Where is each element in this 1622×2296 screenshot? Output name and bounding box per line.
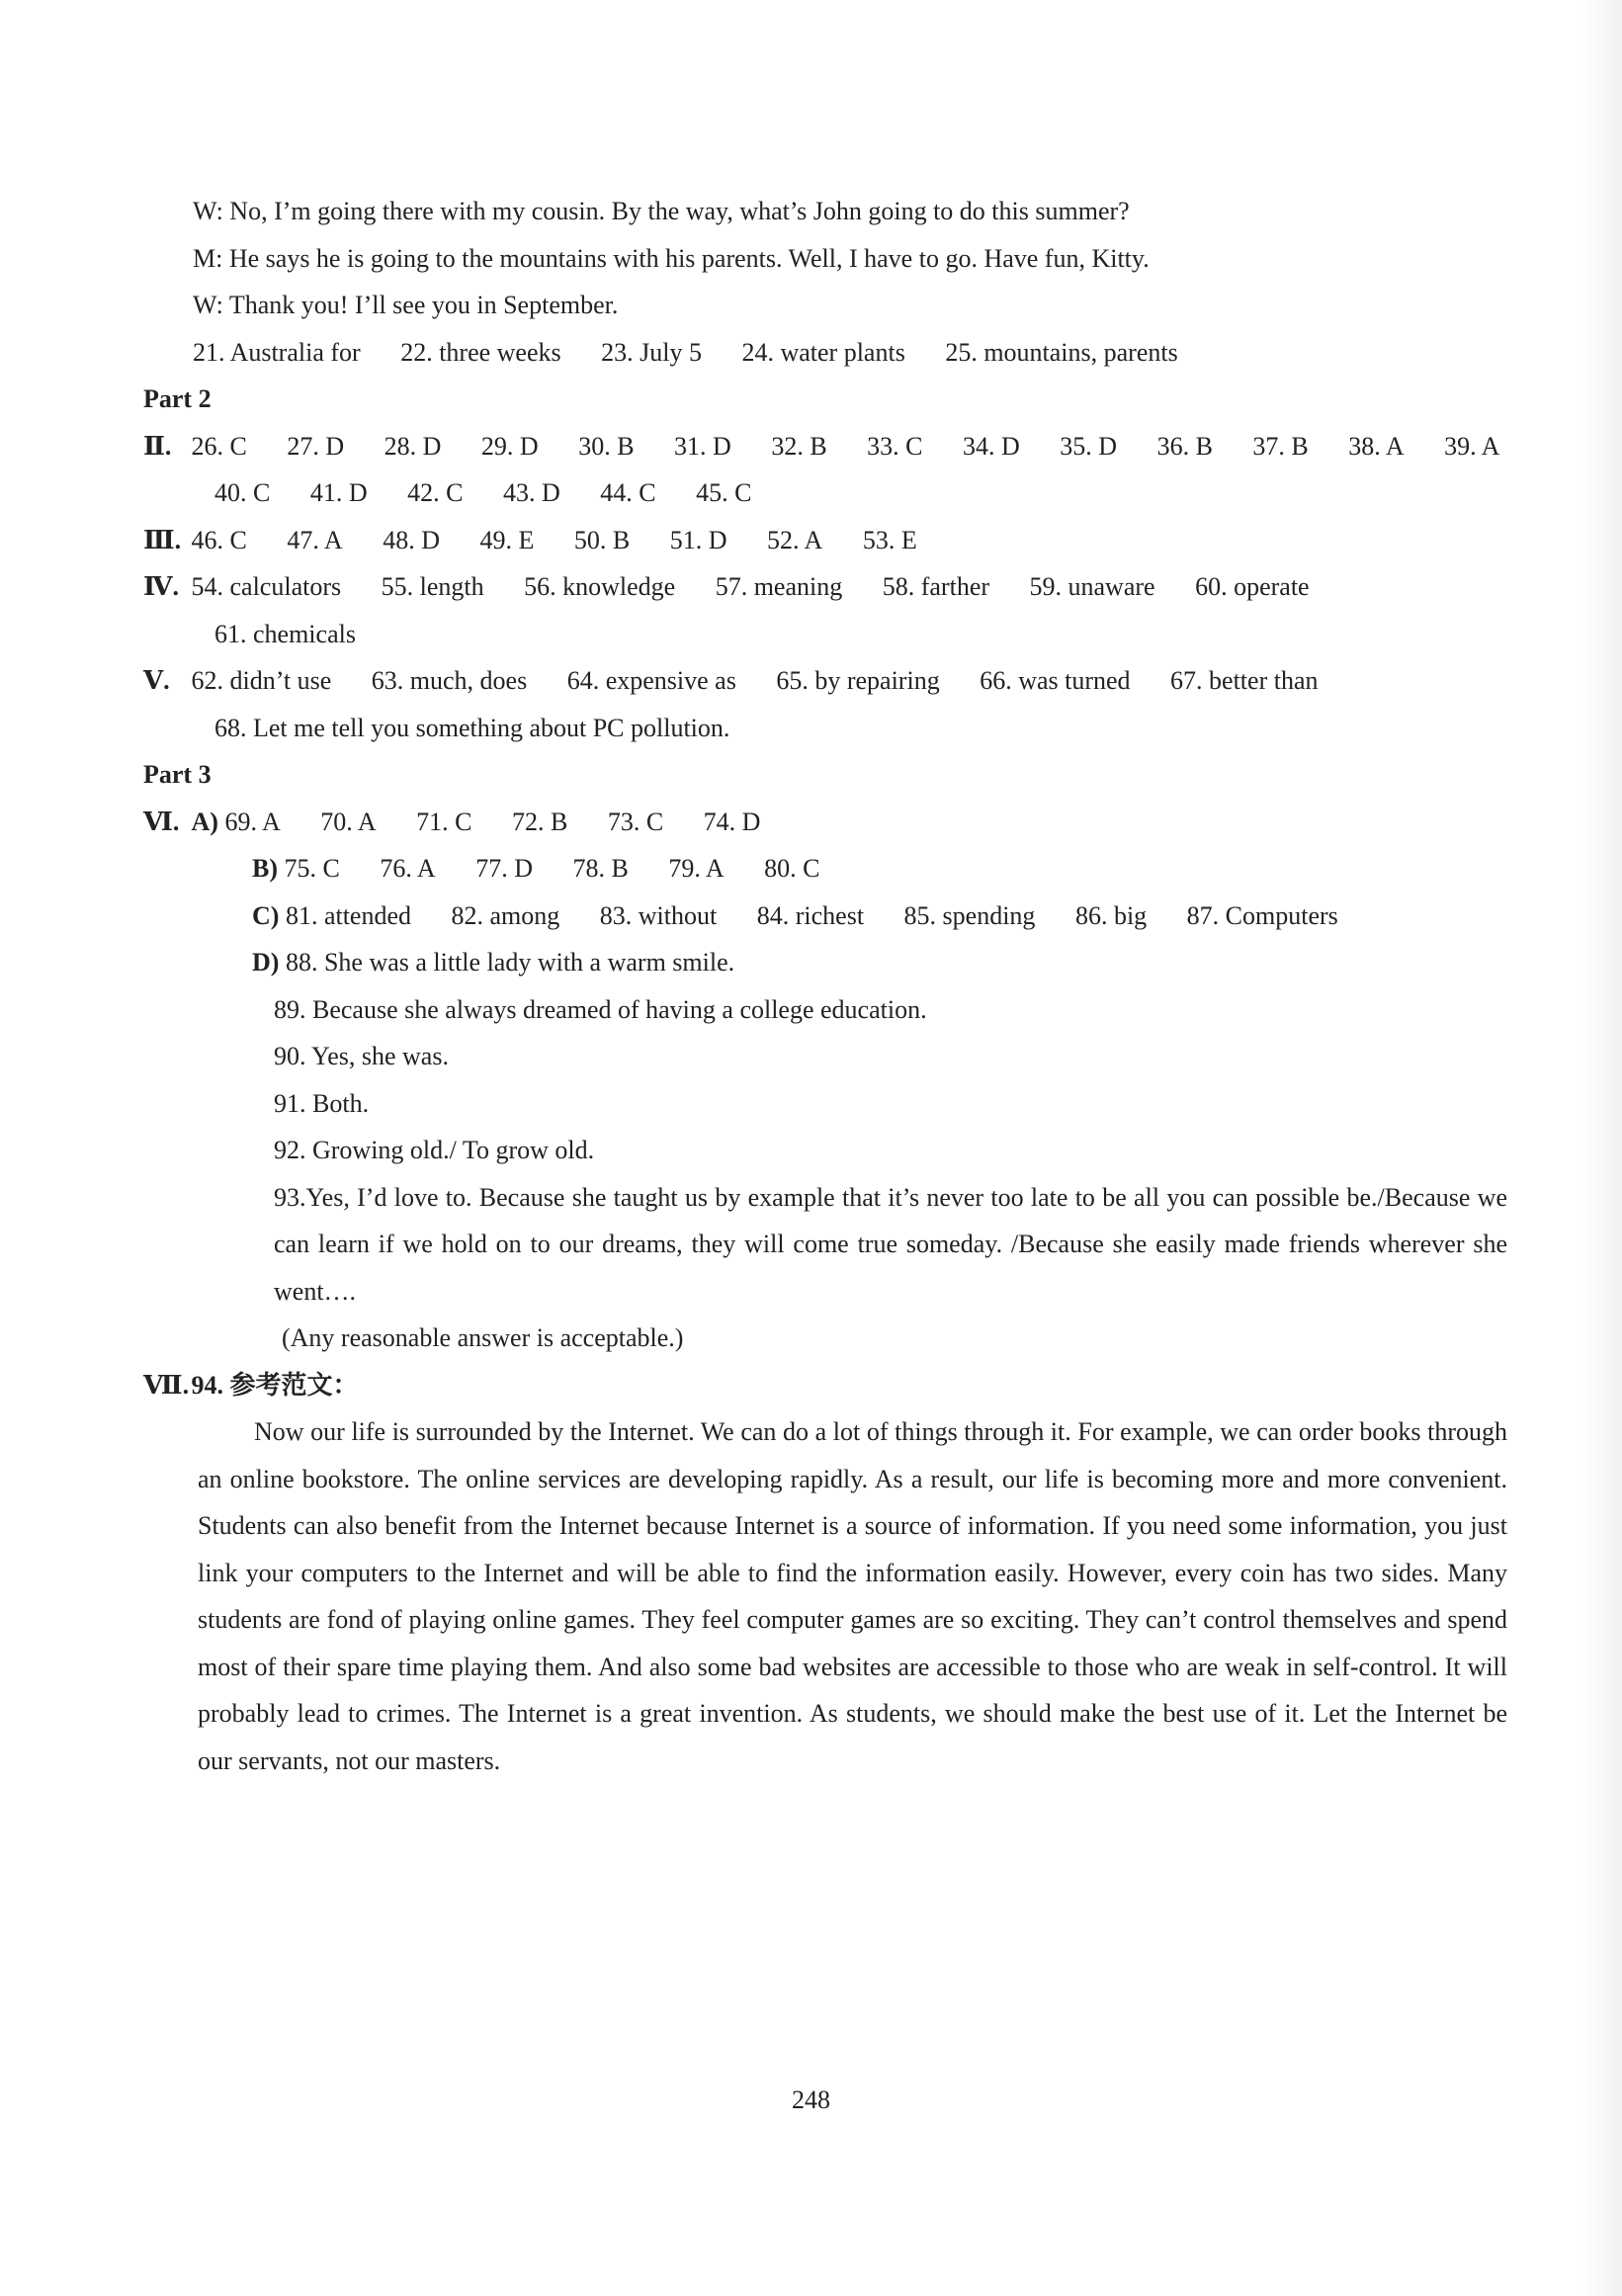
answer-item: 66. was turned	[980, 666, 1131, 695]
listening-answers	[143, 329, 1507, 377]
answer-item: 31. D	[674, 431, 731, 461]
section-7-numeral: Ⅶ.	[143, 1370, 190, 1400]
answer-item: 54. calculators	[191, 572, 342, 601]
subpart-label: D)	[252, 948, 280, 977]
answer-item: 44. C	[600, 478, 656, 507]
section-3-row	[143, 517, 1507, 564]
section-4-row	[143, 611, 1507, 658]
section-3-numeral: Ⅲ.	[143, 525, 182, 554]
answer-item: 38. A	[1348, 431, 1405, 461]
section-4-numeral: Ⅳ.	[143, 572, 180, 601]
answer-item: 62. didn’t use	[191, 666, 332, 695]
section-6-row-a	[143, 799, 1507, 846]
page-edge-shadow	[1581, 0, 1622, 2296]
answer-item: 51. D	[669, 525, 727, 554]
answer-item: 34. D	[963, 431, 1020, 461]
answer-item: 79. A	[668, 854, 725, 883]
answer-item: 65. by repairing	[776, 666, 940, 695]
answer-item: 87. Computers	[1186, 900, 1338, 930]
answer-item: 24. water plants	[741, 337, 905, 367]
answer-line: 89. Because she always dreamed of having a college education.	[274, 994, 927, 1024]
answer-item: 32. B	[771, 431, 827, 461]
answer-item: 43. D	[502, 478, 560, 507]
answer-item: 46. C	[191, 525, 247, 554]
answer-item: 36. B	[1156, 431, 1213, 461]
answer-item: 85. spending	[903, 900, 1036, 930]
answer-item: 84. richest	[756, 900, 865, 930]
answer-item: 39. A	[1444, 431, 1500, 461]
answer-item: 56. knowledge	[524, 572, 676, 601]
answer-item: 55. length	[381, 572, 484, 601]
answer-item: 70. A	[320, 807, 377, 836]
dialogue-line: W: Thank you! I’ll see you in September.	[193, 291, 619, 319]
answer-paragraph-93: 93.Yes, I’d love to. Because she taught us by example that it’s never too late to be all you can possible be./Because we can learn if we hold on to our dreams, they will come true someday. /Because she easily made friends wherever she went….	[274, 1182, 1507, 1306]
answer-item: 28. D	[384, 431, 442, 461]
section-5-numeral: Ⅴ.	[143, 666, 170, 695]
answer-item: 21. Australia for	[193, 337, 361, 367]
answer-item: 83. without	[599, 900, 718, 930]
section-2-row	[143, 469, 1507, 517]
answer-item: 23. July 5	[601, 337, 702, 367]
section-6-numeral: Ⅵ.	[143, 807, 180, 836]
answer-item: 35. D	[1060, 431, 1118, 461]
answer-item: 86. big	[1074, 900, 1148, 930]
answer-item: 76. A	[380, 854, 436, 883]
answer-item: 52. A	[766, 525, 823, 554]
page-number: 248	[792, 2085, 830, 2114]
answer-line: 90. Yes, she was.	[274, 1042, 449, 1070]
subpart-label: C)	[252, 900, 280, 930]
answer-item: 29. D	[480, 431, 539, 461]
answer-line: 92. Growing old./ To grow old.	[274, 1136, 595, 1164]
answer-item: 74. D	[703, 807, 761, 836]
subpart-label: B)	[252, 854, 278, 883]
answer-item: 48. D	[383, 525, 440, 554]
dialogue-line: W: No, I’m going there with my cousin. By the way, what’s John going to do this summer?	[193, 197, 1130, 225]
answer-item: 22. three weeks	[400, 337, 561, 367]
answer-item: 63. much, does	[371, 666, 528, 695]
section-2-row	[143, 423, 1507, 470]
answer-item: 67. better than	[1170, 666, 1319, 695]
answer-item: 64. expensive as	[566, 666, 736, 695]
answer-item: 72. B	[511, 807, 568, 836]
answer-item: 33. C	[867, 431, 923, 461]
subpart-label: A)	[191, 807, 218, 836]
answer-item: 80. C	[764, 854, 820, 883]
answer-item: 61. chemicals	[214, 619, 356, 648]
part2-heading: Part 2	[143, 384, 212, 413]
answer-item: 25. mountains, parents	[945, 337, 1178, 367]
answer-item: 49. E	[479, 525, 535, 554]
answer-item: 53. E	[862, 525, 917, 554]
part3-heading: Part 3	[143, 760, 212, 789]
section-7-heading	[143, 1362, 1507, 1409]
answer-line: 91. Both.	[274, 1088, 370, 1118]
section-2-numeral: Ⅱ.	[143, 431, 172, 461]
essay-label: 94. 参考范文：	[191, 1370, 359, 1400]
answer-item: 60. operate	[1195, 572, 1310, 601]
answer-item: 82. among	[451, 900, 560, 930]
answer-item: 40. C	[214, 478, 271, 507]
answer-item: 75. C	[284, 854, 340, 883]
answer-item: 47. A	[287, 525, 343, 554]
answer-item: 26. C	[191, 431, 247, 461]
section-5-row	[143, 657, 1507, 705]
answer-item: 81. attended	[285, 900, 412, 930]
answer-key-content	[143, 188, 1507, 1784]
answer-item: 73. C	[607, 807, 664, 836]
section-6-row-b	[143, 845, 1507, 893]
answer-item: 41. D	[309, 478, 368, 507]
section-6-row-d	[143, 939, 1507, 986]
answer-item: 37. B	[1252, 431, 1309, 461]
section-4-row	[143, 563, 1507, 611]
answer-item: 57. meaning	[715, 572, 843, 601]
section-6-row-c	[143, 893, 1507, 940]
model-essay: Now our life is surrounded by the Internet. We can do a lot of things through it. For example, we can order books through an online bookstore. The online services are developing rapidly. As a result, our life is becoming more and more convenient. Students can also benefit from the Internet because Internet is a source of information. If you need some information, you just link your computers to the Internet and will be able to find the information easily. However, every coin has two sides. Many students are fond of playing online games. They feel computer games are so exciting. They can’t control themselves and spend most of their spare time playing them. And also some bad websites are accessible to those who are weak in self-control. It will probably lead to crimes. The Internet is a great invention. As students, we should make the best use of it. Let the Internet be our servants, not our masters.	[198, 1417, 1507, 1775]
answer-item: 30. B	[578, 431, 635, 461]
answer-item: 45. C	[696, 478, 752, 507]
answer-item: 42. C	[407, 478, 464, 507]
answer-item: 88. She was a little lady with a warm smile.	[285, 948, 735, 977]
answer-item: 77. D	[475, 854, 533, 883]
section-5-row: 68. Let me tell you something about PC pollution.	[214, 713, 730, 742]
answer-item: 71. C	[416, 807, 472, 836]
answer-item: 78. B	[572, 854, 629, 883]
answer-item: 58. farther	[882, 572, 990, 601]
answer-item: 27. D	[287, 431, 345, 461]
acceptable-answer-note: (Any reasonable answer is acceptable.)	[282, 1323, 684, 1352]
answer-item: 50. B	[573, 525, 631, 554]
answer-item: 59. unaware	[1029, 572, 1155, 601]
dialogue-line: M: He says he is going to the mountains with his parents. Well, I have to go. Have fun, Kitty.	[193, 243, 1150, 273]
answer-item: 69. A	[224, 807, 281, 836]
